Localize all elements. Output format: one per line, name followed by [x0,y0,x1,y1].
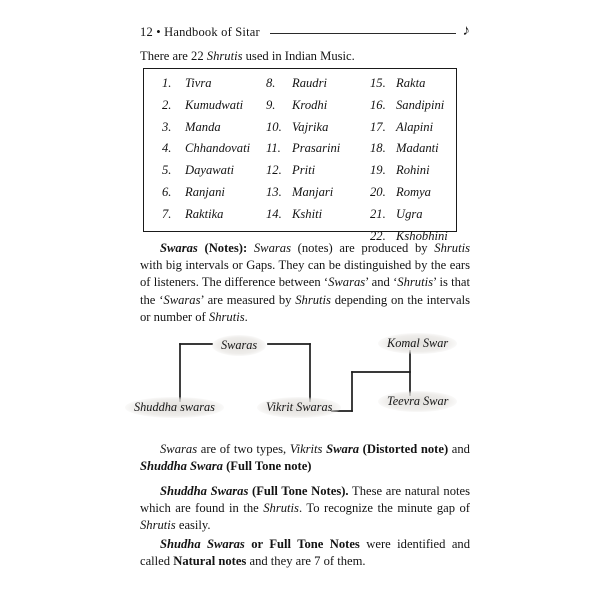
term-full-tone-notes: (Full Tone Notes). [248,484,349,498]
list-item [162,185,267,207]
list-item [266,207,366,229]
item-name: Krodhi [292,97,328,112]
running-head [140,22,470,42]
list-item [370,141,460,163]
item-number: 22. [370,228,386,243]
paragraph-shuddha-swaras [140,483,470,535]
item-name: Alapini [396,119,434,134]
item-number: 20. [370,184,386,199]
list-item [162,120,267,142]
it-swaras: Swaras [163,292,201,307]
item-name: Manda [185,119,221,134]
list-item [370,207,460,229]
item-name: Manjari [292,184,334,199]
item-number: 1. [162,76,172,90]
music-note-icon: ♪ [462,22,470,39]
text-run: with big intervals or Gaps. They can be distinguished by the ears of listeners. The difference between ‘ [140,258,470,290]
list-item [266,120,366,142]
item-name: Ugra [396,206,423,221]
intro-text-after: used in Indian Music. [242,49,355,63]
item-number: 10. [266,119,282,134]
item-number: 7. [162,206,172,221]
item-name: Madanti [396,141,439,156]
header-rule [270,33,456,34]
item-number: 19. [370,163,386,178]
text-run: . To recognize the minute gap of [298,501,470,516]
item-name: Prasarini [292,141,341,156]
item-number: 17. [370,119,386,134]
item-number: 6. [162,184,172,199]
item-name: Rakta [396,76,426,90]
item-number: 3. [162,119,172,134]
it-shrutis: Shrutis [397,275,433,290]
list-item [370,120,460,142]
list-item [266,163,366,185]
item-number: 4. [162,141,172,156]
swaras-tree-diagram [120,325,480,433]
it-swaras: Swaras [160,442,198,456]
item-number: 5. [162,163,172,178]
term-full-tone-note: (Full Tone note) [222,459,312,474]
item-number: 12. [266,163,282,178]
shruti-table [143,68,457,243]
paragraph-natural-notes [140,536,470,570]
shruti-column-3 [370,76,460,250]
it-shrutis: Shrutis [295,292,331,307]
item-name: Ranjani [185,184,225,199]
paragraph-swaras-notes [140,240,470,326]
term-shuddha-swara: Shuddha Swara [140,459,223,474]
diagram-node-vikrit-swaras: Vikrit Swaras [257,397,341,418]
list-item [162,98,267,120]
it-vikrits: Vikrits [289,442,323,456]
list-item [266,185,366,207]
item-number: 21. [370,206,386,221]
text-run: ’ are measured by [200,292,296,307]
list-item [162,141,267,163]
shruti-column-1 [162,76,267,229]
item-number: 11. [266,141,281,156]
item-number: 16. [370,97,386,112]
text-run: were identified and called [140,537,471,569]
term-natural-notes: Natural notes [173,554,247,569]
item-number: 14. [266,206,282,221]
item-number: 2. [162,97,172,112]
text-run: ’ and ‘ [365,275,398,290]
text-run: . [244,309,248,324]
intro-text-before: There are 22 [140,49,207,63]
it-shrutis: Shrutis [208,309,245,324]
item-name: Raktika [185,206,224,221]
term-notes: (Notes): [197,241,248,255]
text-run: and they are 7 of them. [246,554,366,569]
diagram-node-swaras: Swaras [212,335,266,356]
item-name: Kshobhini [396,228,448,243]
item-number: 13. [266,184,282,199]
item-name: Priti [292,163,316,178]
term-full-tone-notes: or Full Tone Notes [244,537,360,551]
list-item [162,163,267,185]
list-item [162,76,267,98]
term-swaras: Swaras [160,241,198,255]
page-folio: 12 • Handbook of Sitar [140,24,260,39]
intro-emphasis: Shrutis [206,49,243,63]
it-swaras: Swaras [328,275,366,290]
text-run: and [448,442,470,456]
item-number: 18. [370,141,386,156]
item-number: 9. [266,97,276,112]
it-swaras: Swaras [247,241,291,255]
text-run: These are natural notes which are found in the [140,484,470,516]
list-item [370,185,460,207]
item-name: Chhandovati [185,141,251,156]
diagram-node-komal-swar: Komal Swar [378,333,457,354]
diagram-node-shuddha-swaras: Shuddha swaras [125,397,224,418]
item-name: Vajrika [292,119,329,134]
intro-line [140,48,470,65]
text-run: easily. [175,518,211,533]
term-shuddha-swaras: Shuddha Swaras [160,484,249,498]
term-distorted-note: (Distorted note) [359,442,449,456]
item-name: Sandipini [396,97,445,112]
list-item [370,76,460,98]
text-run: ’ is that the ‘ [140,275,470,307]
list-item [370,163,460,185]
diagram-node-teevra-swar: Teevra Swar [378,391,457,412]
list-item [370,98,460,120]
text-run: are of two types, [197,442,290,456]
item-name: Raudri [292,76,327,90]
item-number: 15. [370,76,386,90]
list-item [266,141,366,163]
item-name: Rohini [396,163,430,178]
it-shrutis: Shrutis [140,518,176,533]
list-item [162,207,267,229]
item-name: Dayawati [185,163,234,178]
it-shrutis: Shrutis [434,241,470,255]
term-swara: Swara [322,442,360,456]
item-name: Kshiti [292,206,323,221]
item-name: Kumudwati [185,97,244,112]
item-name: Romya [396,184,431,199]
term-shudha-swaras: Shudha Swaras [160,537,245,551]
item-name: Tivra [185,76,212,90]
item-number: 8. [266,76,276,90]
it-shrutis: Shrutis [263,501,299,516]
paragraph-two-types [140,441,470,475]
list-item [266,98,366,120]
list-item [266,76,366,98]
shruti-column-2 [266,76,366,229]
text-run: (notes) are produced by [290,241,435,255]
text-run: depending on the intervals or number of [140,292,470,324]
